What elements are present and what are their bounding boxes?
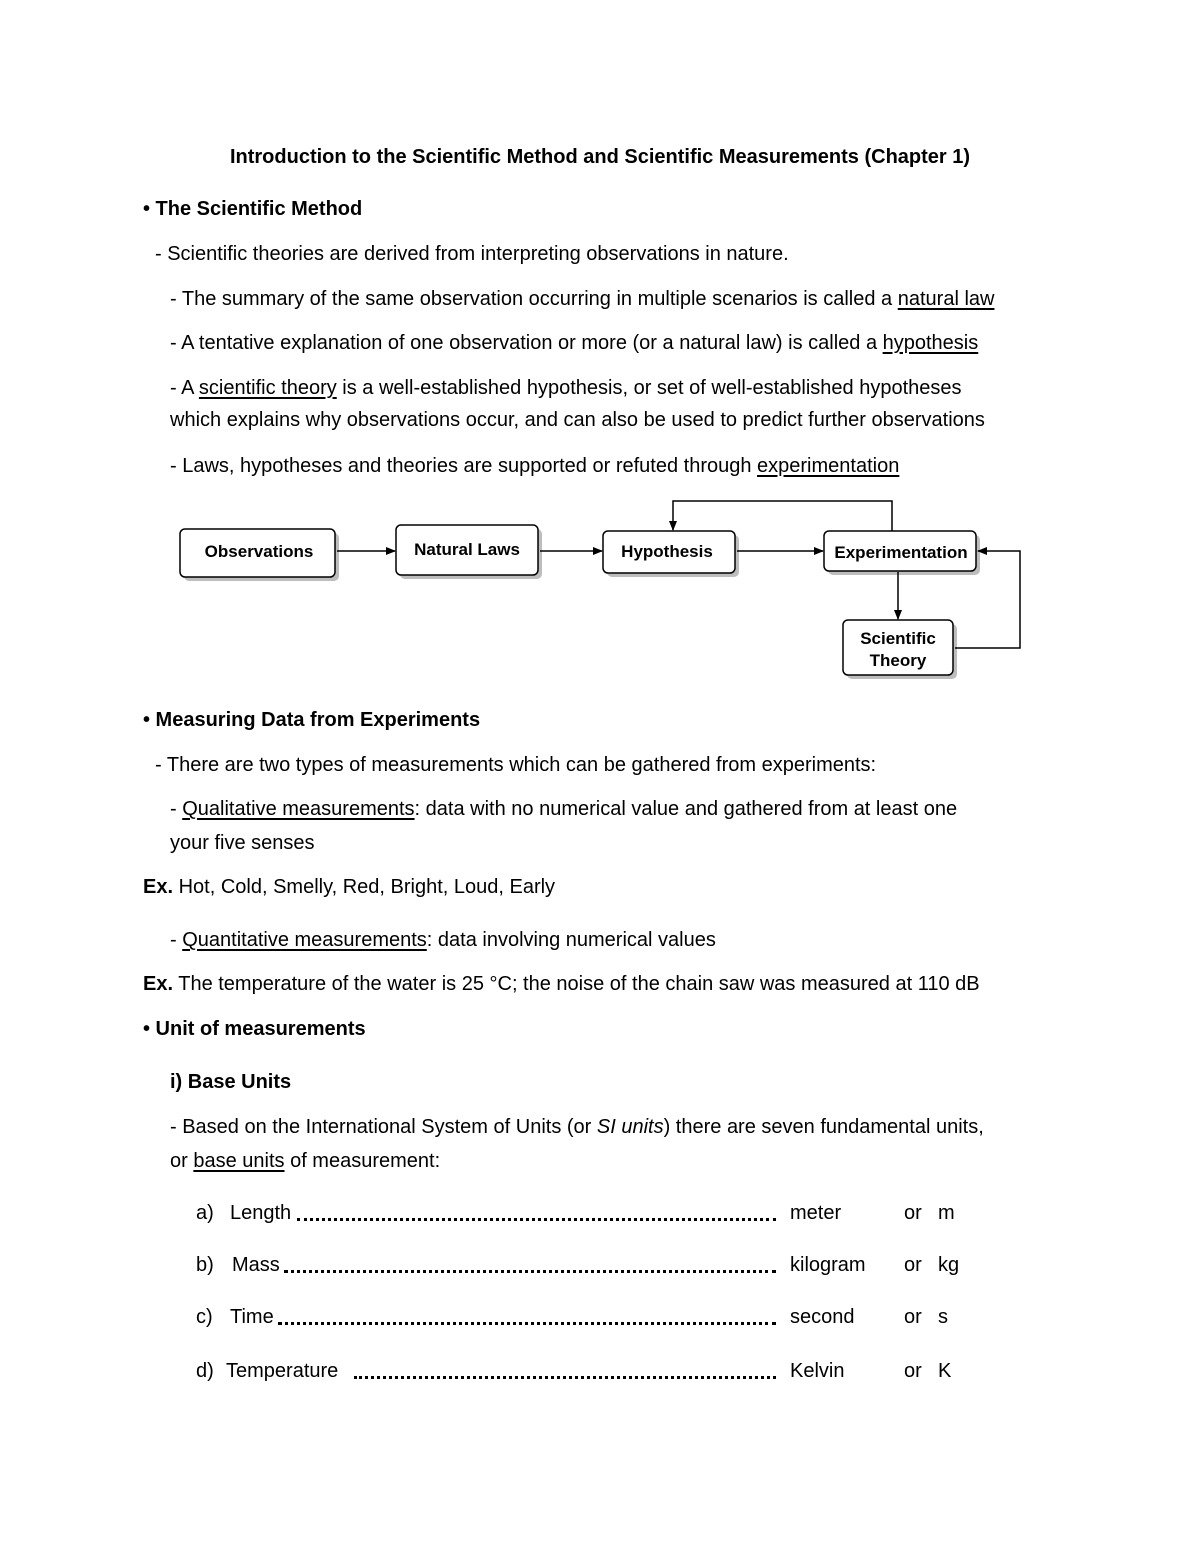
unit-name: meter bbox=[790, 1202, 842, 1224]
paragraph-line: which explains why observations occur, and can also be used to predict further observations bbox=[170, 409, 985, 431]
text: ) there are seven fundamental units, bbox=[663, 1116, 984, 1138]
scientific-method-flow-diagram bbox=[170, 495, 1040, 690]
text: - Based on the International System of Units (or bbox=[170, 1116, 597, 1138]
unit-symbol: kg bbox=[938, 1254, 960, 1276]
unit-quantity: Time bbox=[230, 1306, 274, 1328]
unit-or: or bbox=[904, 1254, 922, 1276]
unit-name: Kelvin bbox=[790, 1360, 845, 1382]
text: : data with no numerical value and gathered from at least one bbox=[414, 798, 958, 820]
unit-quantity: Length bbox=[230, 1202, 292, 1224]
unit-letter: b) bbox=[196, 1254, 214, 1276]
unit-or: or bbox=[904, 1202, 922, 1224]
term-base-units: base units bbox=[193, 1150, 285, 1172]
unit-letter: a) bbox=[196, 1202, 214, 1224]
dot-leader bbox=[278, 1319, 776, 1325]
paragraph-line bbox=[170, 797, 957, 821]
unit-or: or bbox=[904, 1360, 922, 1382]
label-hypothesis: Hypothesis bbox=[621, 542, 713, 561]
dot-leader bbox=[284, 1267, 776, 1273]
paragraph-line bbox=[170, 454, 899, 478]
paragraph-line bbox=[170, 928, 716, 952]
paragraph-line: your five senses bbox=[170, 832, 315, 854]
sub-heading-base-units: i) Base Units bbox=[170, 1071, 292, 1093]
paragraph-line: - Scientific theories are derived from interpreting observations in nature. bbox=[155, 243, 789, 265]
term-quantitative: Quantitative measurements bbox=[182, 929, 427, 951]
label-scientific-theory-line2: Theory bbox=[869, 651, 927, 670]
text: - A bbox=[170, 377, 199, 399]
term-scientific-theory: scientific theory bbox=[198, 377, 337, 399]
unit-name: kilogram bbox=[790, 1254, 866, 1276]
unit-symbol: s bbox=[938, 1306, 948, 1328]
unit-quantity: Temperature bbox=[226, 1360, 339, 1382]
text: : data involving numerical values bbox=[426, 929, 716, 951]
term-experimentation: experimentation bbox=[757, 455, 900, 477]
page-title: Introduction to the Scientific Method and Scientific Measurements (Chapter 1) bbox=[229, 146, 971, 168]
term-qualitative: Qualitative measurements bbox=[182, 798, 415, 820]
term-si-units: SI units bbox=[596, 1116, 664, 1138]
text: of measurement: bbox=[284, 1150, 441, 1172]
unit-name: second bbox=[790, 1306, 855, 1328]
text: The temperature of the water is 25 °C; the noise of the chain saw was measured at 110 dB bbox=[173, 973, 980, 995]
unit-quantity: Mass bbox=[232, 1254, 280, 1276]
text: - bbox=[170, 798, 183, 820]
paragraph-line bbox=[170, 376, 962, 400]
example-line bbox=[143, 875, 555, 899]
unit-symbol: m bbox=[938, 1202, 955, 1224]
paragraph-line bbox=[170, 331, 978, 355]
text: - bbox=[170, 929, 183, 951]
unit-symbol: K bbox=[938, 1360, 952, 1382]
text: - A tentative explanation of one observation or more (or a natural law) is called a bbox=[170, 332, 883, 354]
dot-leader bbox=[297, 1215, 776, 1221]
section-heading-units: • Unit of measurements bbox=[143, 1018, 366, 1040]
text: - The summary of the same observation occurring in multiple scenarios is called a bbox=[170, 288, 898, 310]
text: Hot, Cold, Smelly, Red, Bright, Loud, Early bbox=[173, 876, 556, 898]
paragraph-line bbox=[170, 287, 994, 311]
example-label: Ex. bbox=[143, 876, 174, 898]
term-natural-law: natural law bbox=[897, 288, 995, 310]
example-line bbox=[143, 972, 980, 996]
unit-or: or bbox=[904, 1306, 922, 1328]
example-label: Ex. bbox=[143, 973, 174, 995]
text: or bbox=[170, 1150, 194, 1172]
label-experimentation: Experimentation bbox=[834, 543, 968, 562]
section-heading-scientific-method: • The Scientific Method bbox=[143, 198, 363, 220]
paragraph-line bbox=[170, 1149, 440, 1173]
unit-letter: c) bbox=[196, 1306, 213, 1328]
section-heading-measuring-data: • Measuring Data from Experiments bbox=[143, 709, 481, 731]
paragraph-line: - There are two types of measurements which can be gathered from experiments: bbox=[155, 754, 877, 776]
label-scientific-theory-line1: Scientific bbox=[860, 629, 936, 648]
text: is a well-established hypothesis, or set of well-established hypotheses bbox=[336, 377, 962, 399]
paragraph-line bbox=[170, 1115, 984, 1139]
term-hypothesis: hypothesis bbox=[882, 332, 979, 354]
arrow-experimentation-to-hypothesis bbox=[673, 501, 892, 531]
label-observations: Observations bbox=[204, 542, 314, 561]
label-natural-laws: Natural Laws bbox=[414, 540, 520, 559]
dot-leader bbox=[354, 1373, 776, 1379]
unit-letter: d) bbox=[196, 1360, 214, 1382]
text: - Laws, hypotheses and theories are supported or refuted through bbox=[170, 455, 758, 477]
